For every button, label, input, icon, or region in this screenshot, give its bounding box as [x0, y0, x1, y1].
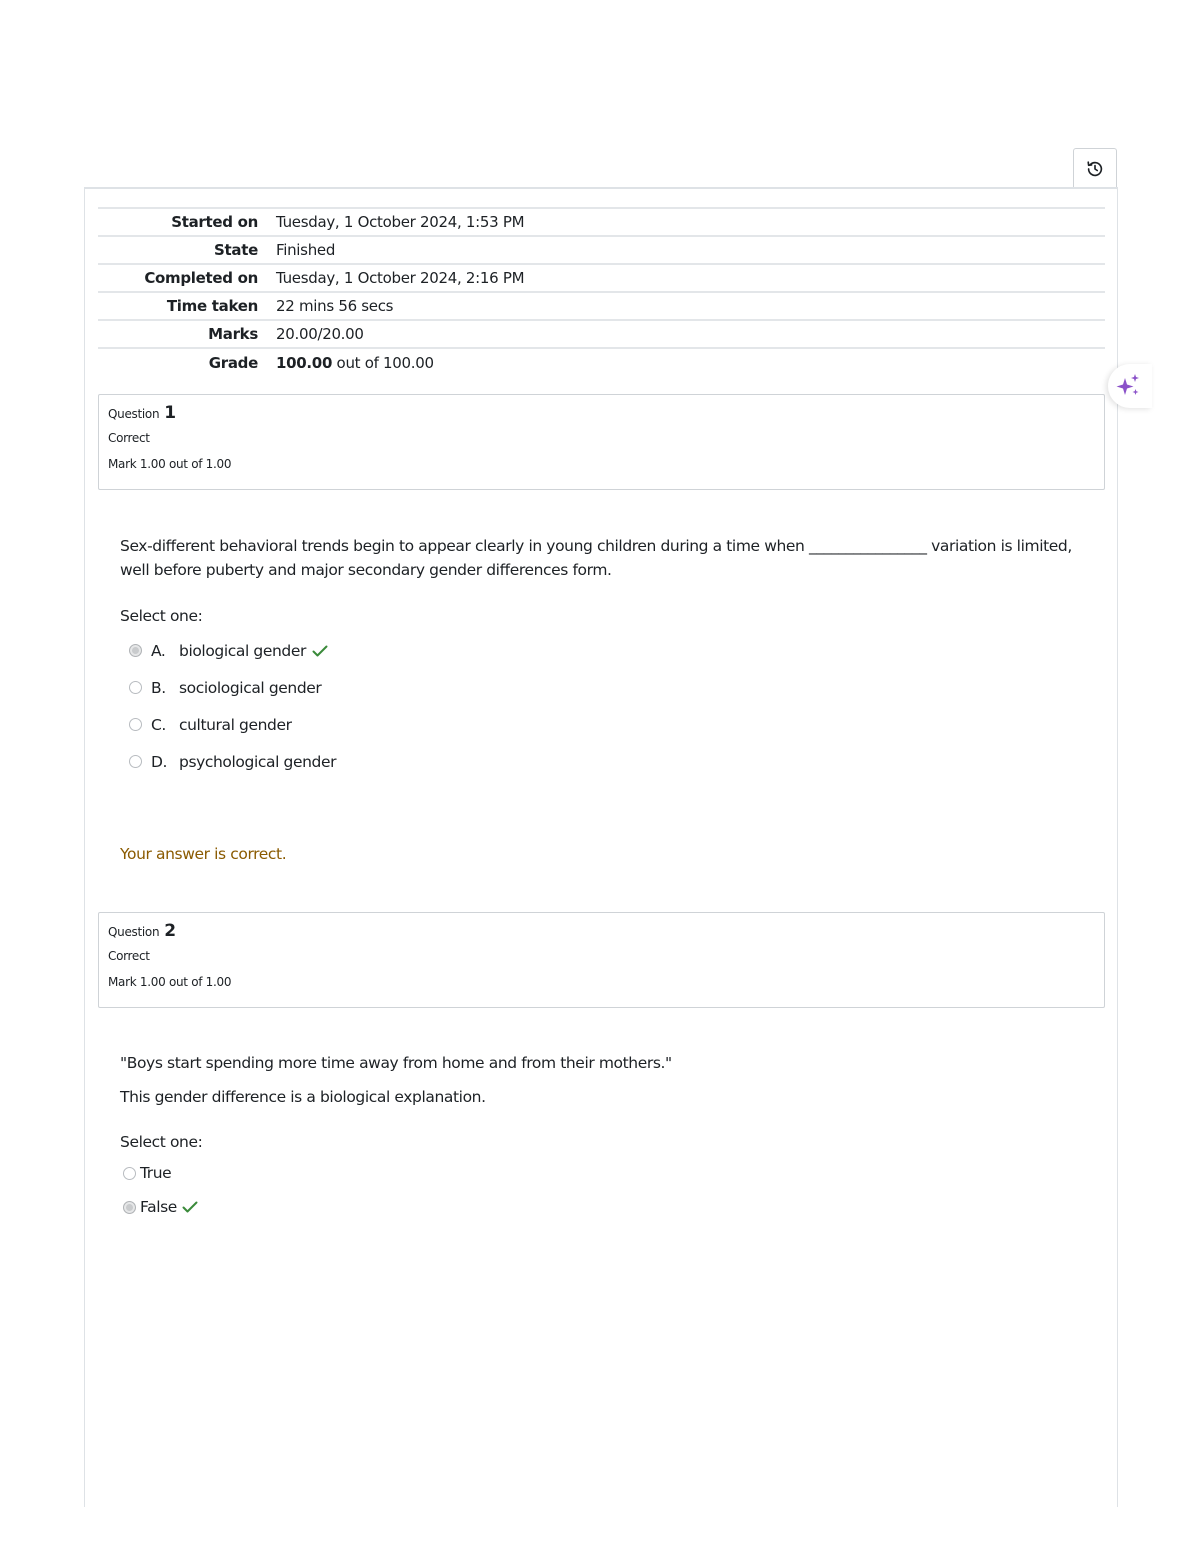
summary-row	[98, 320, 1105, 348]
option-letter: A.	[151, 641, 166, 660]
summary-label: Marks	[208, 325, 258, 343]
summary-label: Started on	[171, 213, 258, 231]
question-info	[98, 912, 1105, 1008]
option-text: biological gender	[179, 641, 306, 660]
question-number	[108, 403, 1095, 425]
summary-label: State	[214, 241, 258, 259]
question-label: Question	[108, 925, 160, 939]
answer-option-a[interactable]	[120, 632, 1095, 669]
grade-label: Grade	[208, 353, 258, 372]
answer-feedback: Your answer is correct.	[120, 845, 287, 863]
summary-label: Completed on	[144, 269, 258, 287]
sparkle-icon	[1114, 372, 1142, 400]
summary-row	[98, 264, 1105, 292]
question-number	[108, 921, 1095, 943]
question-content	[120, 1051, 1095, 1224]
answer-option-b[interactable]	[120, 669, 1095, 706]
option-text: sociological gender	[179, 678, 322, 697]
answer-options	[120, 632, 1095, 780]
summary-value: Tuesday, 1 October 2024, 1:53 PM	[276, 213, 525, 231]
option-text: psychological gender	[179, 752, 337, 771]
grade-value	[272, 348, 1105, 376]
radio-button[interactable]	[129, 718, 142, 731]
summary-row-grade	[98, 348, 1105, 376]
radio-button[interactable]	[129, 681, 142, 694]
option-letter: C.	[151, 715, 166, 734]
question-text: Sex-different behavioral trends begin to appear clearly in young children during a time when ________________ variation is limited, well before puberty and major secondary gender differences form.	[120, 537, 1072, 579]
radio-button[interactable]	[123, 1201, 136, 1214]
answer-option-c[interactable]	[120, 706, 1095, 743]
option-text: False	[140, 1198, 177, 1216]
option-text: cultural gender	[179, 715, 292, 734]
question-text: This gender difference is a biological explanation.	[120, 1088, 486, 1106]
summary-value: 22 mins 56 secs	[276, 297, 394, 315]
question-mark: Mark 1.00 out of 1.00	[108, 457, 232, 471]
summary-row	[98, 292, 1105, 320]
radio-button[interactable]	[129, 644, 142, 657]
attempt-summary-table	[98, 207, 1105, 376]
radio-button[interactable]	[123, 1167, 136, 1180]
question-state: Correct	[108, 949, 150, 963]
check-icon	[182, 1200, 198, 1214]
question-label: Question	[108, 407, 160, 421]
grade-suffix: out of 100.00	[332, 353, 434, 372]
check-icon	[312, 644, 328, 658]
radio-button[interactable]	[129, 755, 142, 768]
summary-value: 20.00/20.00	[276, 325, 364, 343]
summary-row	[98, 236, 1105, 264]
summary-label: Time taken	[166, 297, 258, 315]
history-icon	[1086, 160, 1104, 178]
summary-value: Tuesday, 1 October 2024, 2:16 PM	[276, 269, 525, 287]
answer-option-true[interactable]	[114, 1156, 1095, 1190]
question-number-value: 1	[164, 403, 176, 423]
question-quote: "Boys start spending more time away from home and from their mothers."	[120, 1054, 672, 1072]
attempt-review-panel	[84, 187, 1118, 1507]
option-letter: B.	[151, 678, 166, 697]
grade-score: 100.00	[276, 353, 333, 372]
ai-assistant-button[interactable]	[1108, 364, 1152, 408]
question-number-value: 2	[164, 921, 176, 941]
answer-options	[114, 1156, 1095, 1224]
option-letter: D.	[151, 752, 168, 771]
answer-option-d[interactable]	[120, 743, 1095, 780]
select-one-prompt: Select one:	[120, 1133, 203, 1151]
question-info	[98, 394, 1105, 490]
summary-value: Finished	[276, 241, 336, 259]
question-content	[120, 534, 1095, 866]
answer-option-false[interactable]	[114, 1190, 1095, 1224]
summary-row	[98, 208, 1105, 236]
option-text: True	[140, 1164, 172, 1182]
history-button[interactable]	[1073, 148, 1117, 188]
select-one-prompt: Select one:	[120, 607, 203, 625]
question-state: Correct	[108, 431, 150, 445]
question-mark: Mark 1.00 out of 1.00	[108, 975, 232, 989]
